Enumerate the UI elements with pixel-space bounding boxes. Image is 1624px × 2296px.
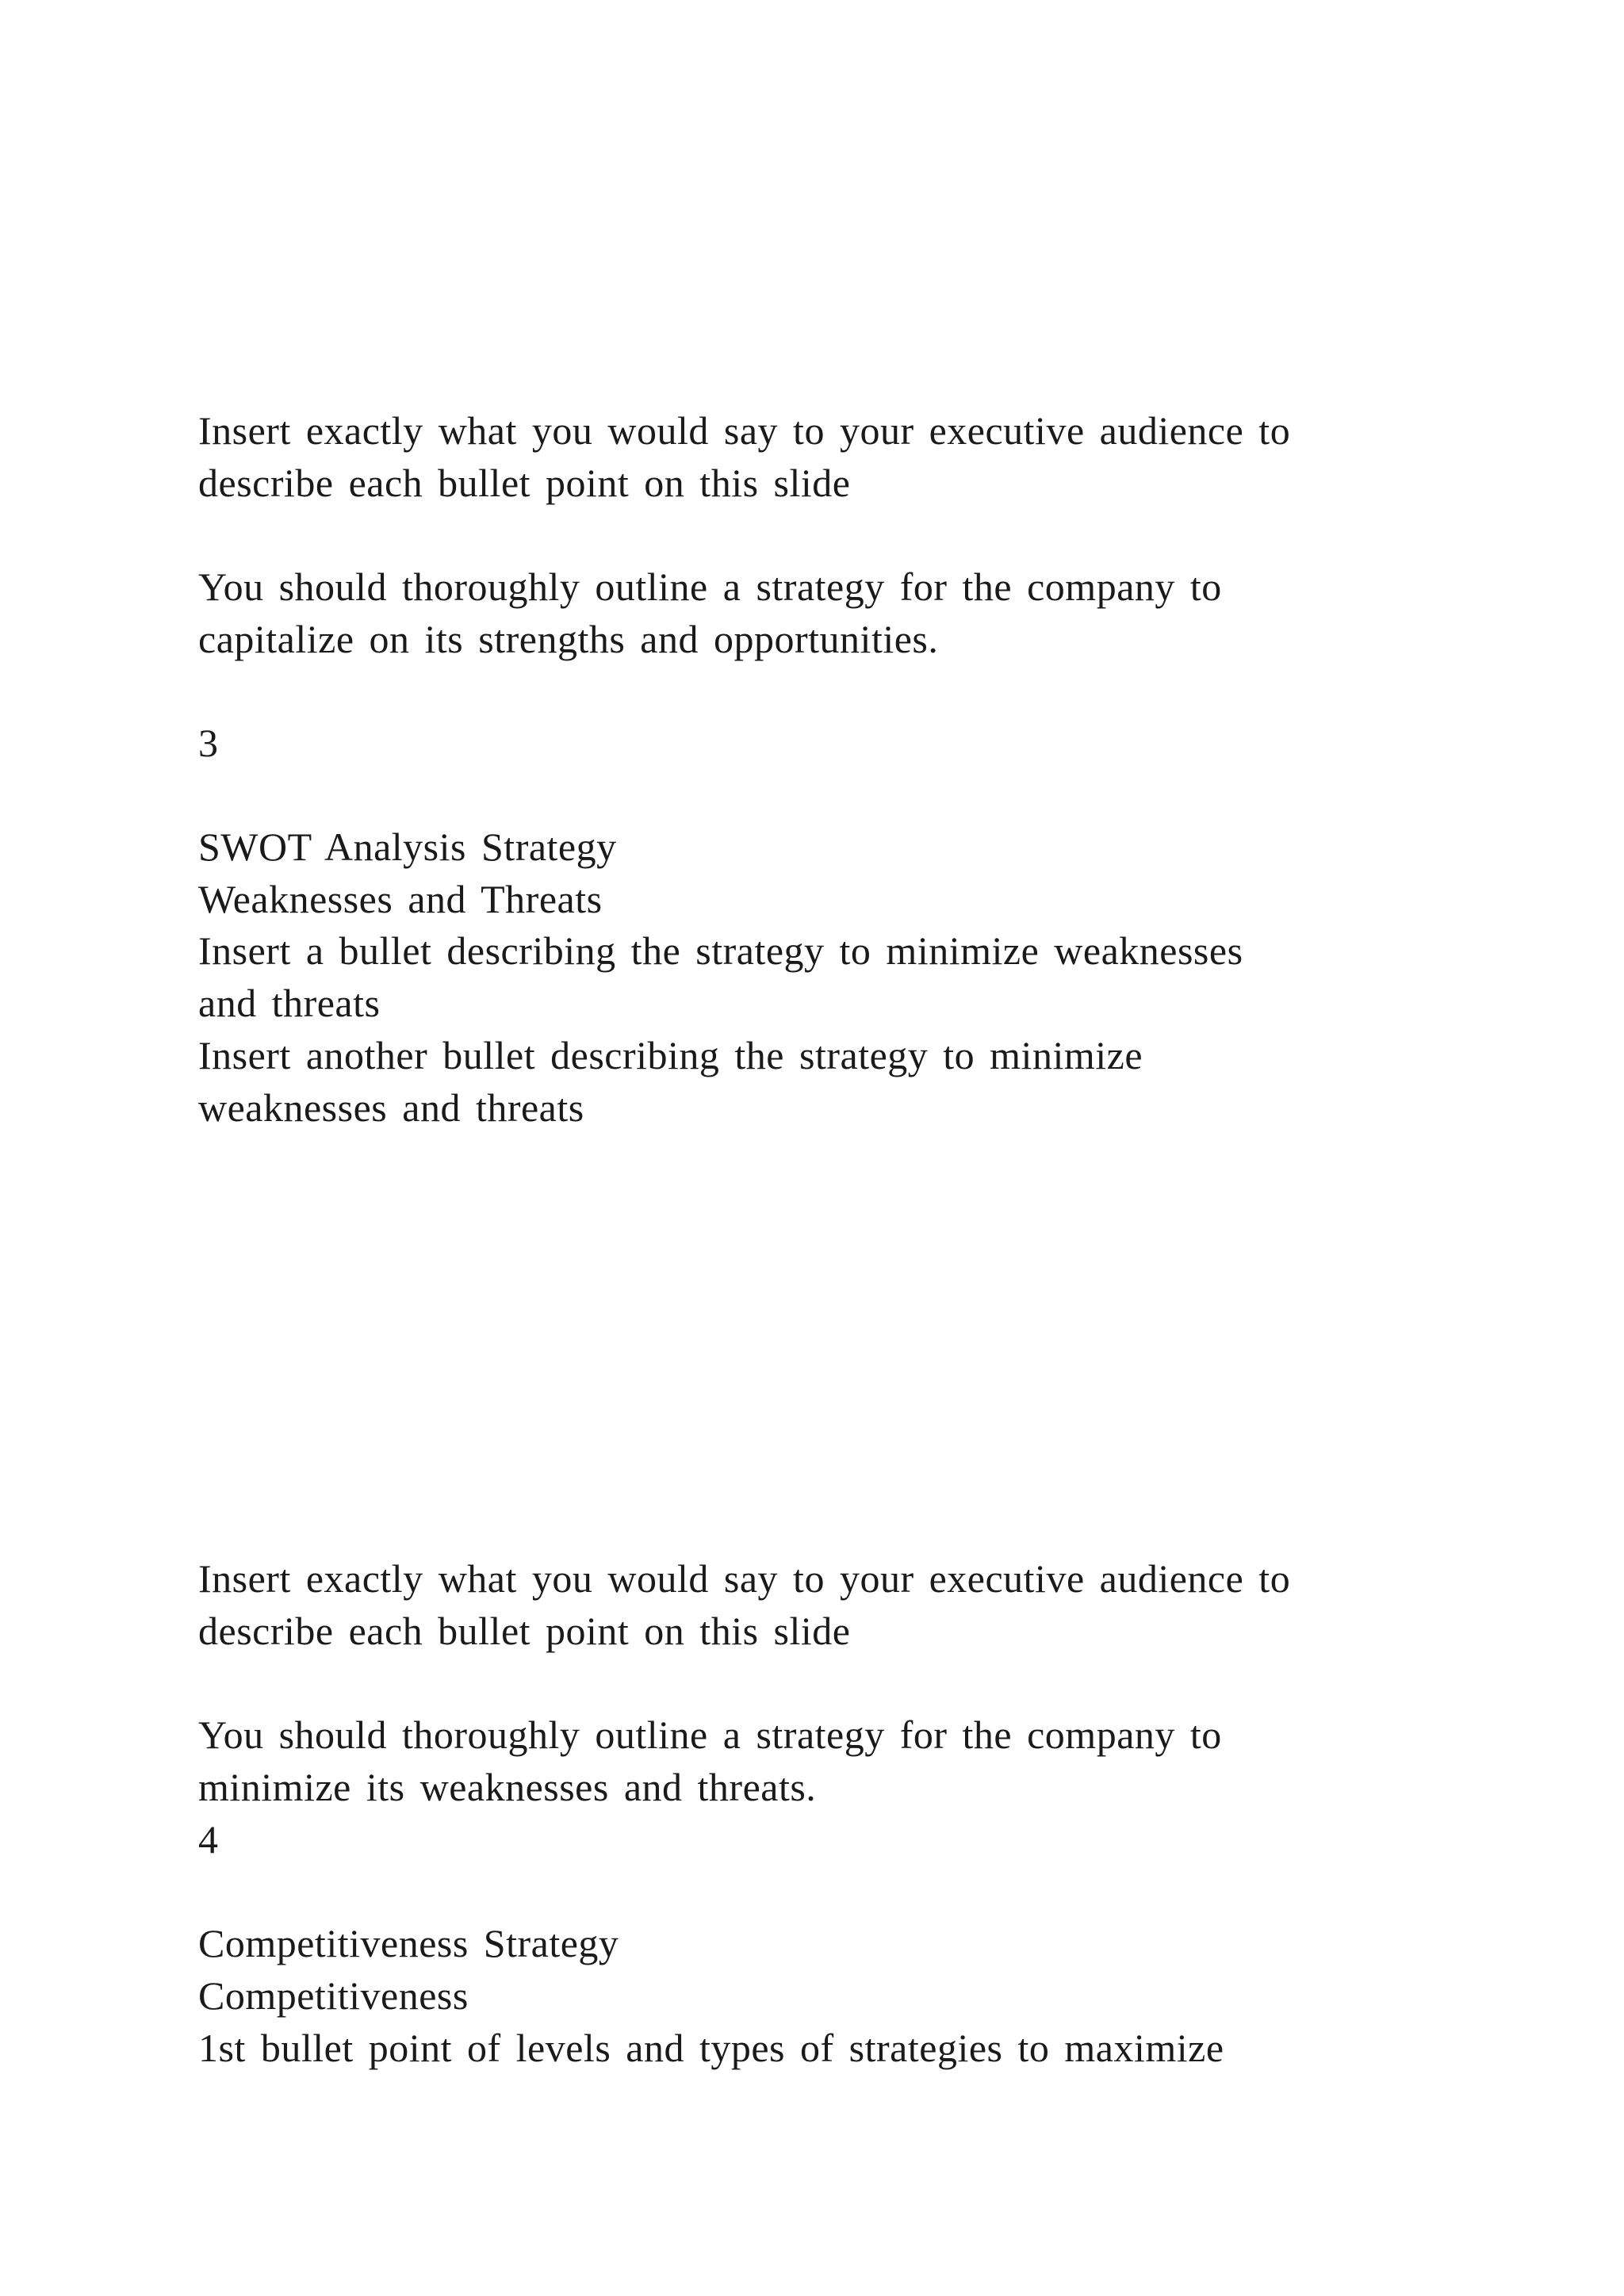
speaker-note-line: You should thoroughly outline a strategy for the company to bbox=[198, 564, 1222, 609]
speaker-note-line: You should thoroughly outline a strategy for the company to bbox=[198, 1712, 1222, 1757]
speaker-note-line: describe each bullet point on this slide bbox=[198, 1609, 851, 1653]
speaker-note-line: describe each bullet point on this slide bbox=[198, 461, 851, 505]
speaker-note-line: capitalize on its strengths and opportunities. bbox=[198, 617, 939, 661]
slide-bullet: Insert a bullet describing the strategy to minimize weaknesses bbox=[198, 928, 1243, 973]
slide-subtitle: Competitiveness bbox=[198, 1973, 469, 2018]
speaker-note-line: Insert exactly what you would say to your executive audience to bbox=[198, 1556, 1291, 1601]
slide-bullet: Insert another bullet describing the strategy to minimize bbox=[198, 1033, 1143, 1077]
speaker-note-line: minimize its weaknesses and threats. bbox=[198, 1765, 817, 1809]
slide-subtitle: Weaknesses and Threats bbox=[198, 877, 603, 921]
slide-bullet: 1st bullet point of levels and types of strategies to maximize bbox=[198, 2026, 1224, 2070]
slide-title: Competitiveness Strategy bbox=[198, 1921, 619, 1965]
slide-title: SWOT Analysis Strategy bbox=[198, 825, 617, 869]
speaker-note-line: Insert exactly what you would say to your executive audience to bbox=[198, 408, 1291, 453]
slide-bullet: and threats bbox=[198, 981, 381, 1025]
slide-bullet: weaknesses and threats bbox=[198, 1085, 584, 1130]
slide-number: 4 bbox=[198, 1817, 219, 1862]
slide-number: 3 bbox=[198, 721, 219, 765]
